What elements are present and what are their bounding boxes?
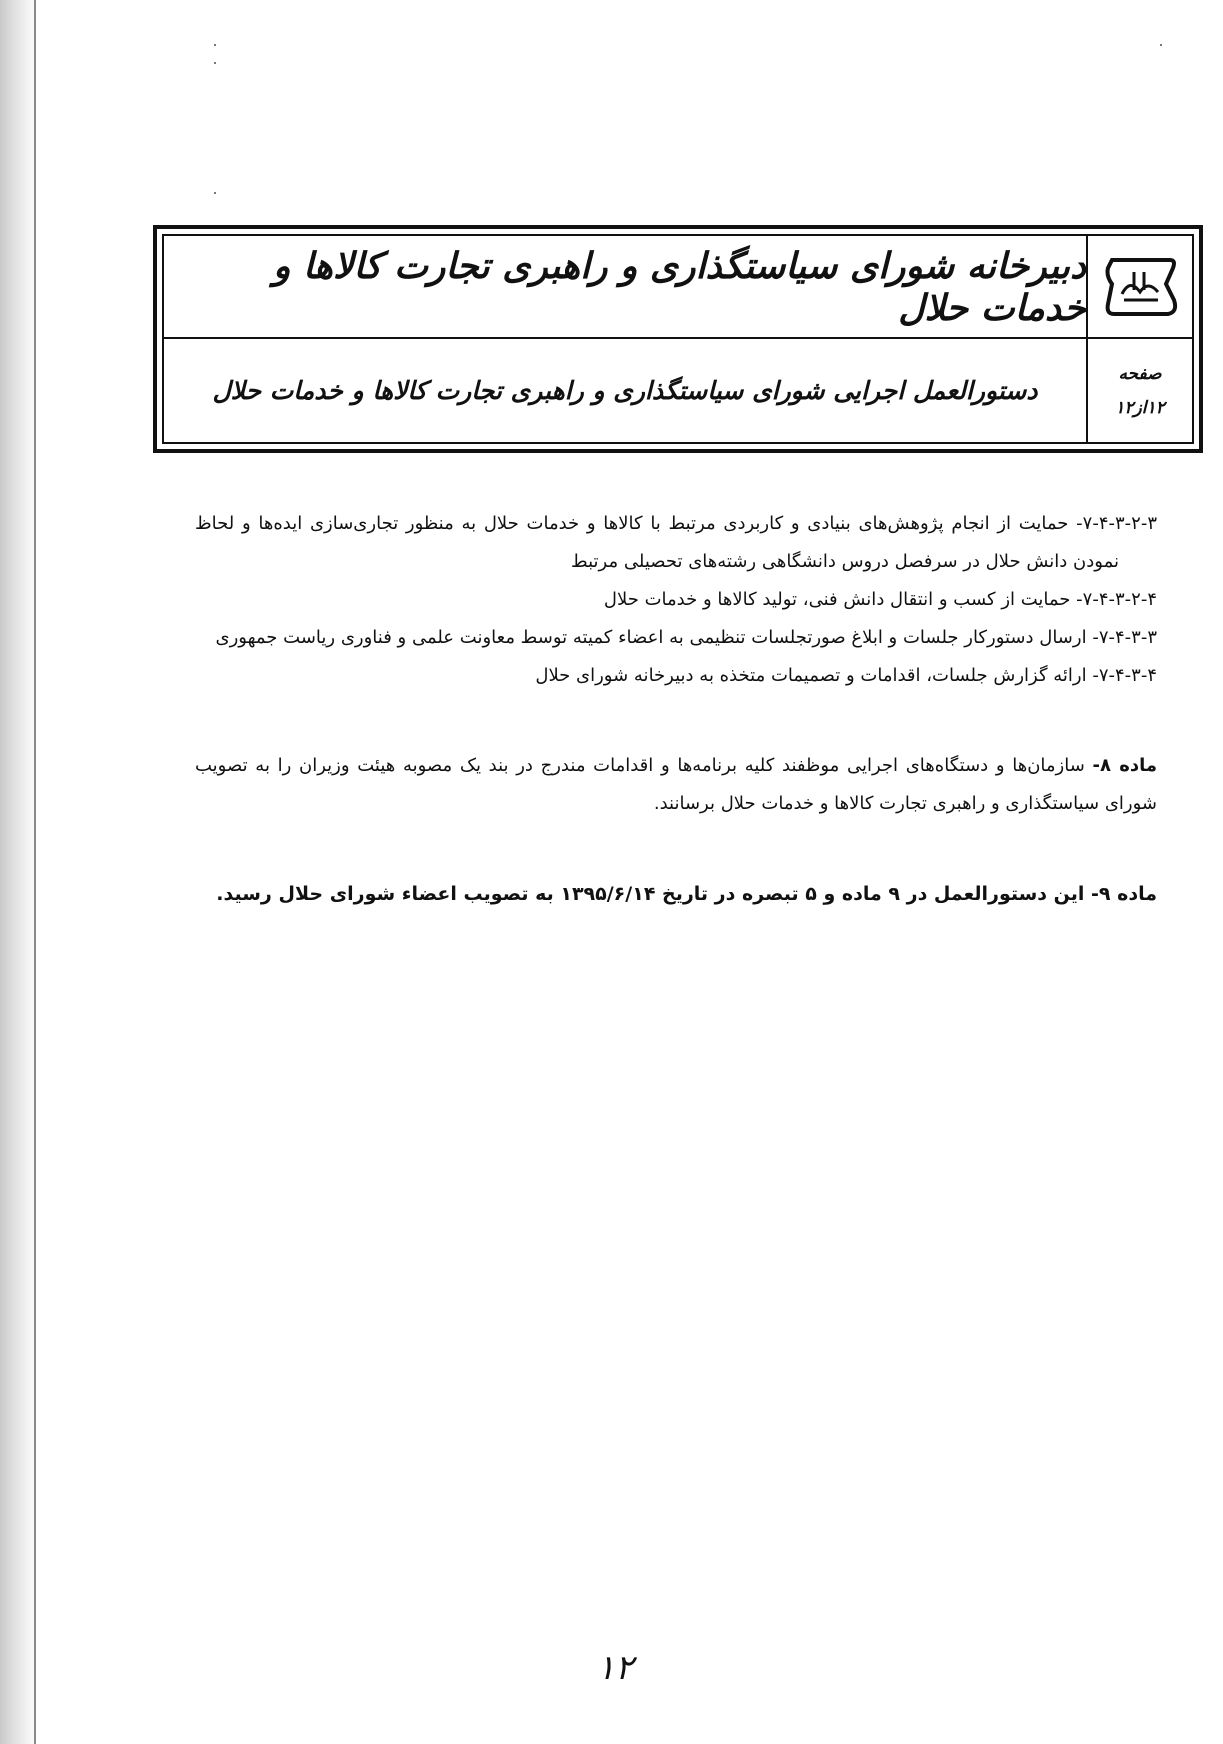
item-number: ۷-۴-۳-۲-۴-	[1076, 589, 1157, 610]
document-body	[195, 505, 1157, 913]
item-text: حمایت از انجام پژوهش‌های بنیادی و کاربردی مرتبط با کالاها و خدمات حلال به منظور تجاری‌سازی ایده‌ها و لحاظ نمودن دانش حلال در سرفصل دروس دانشگاهی رشته‌های تحصیلی مرتبط	[195, 513, 1119, 572]
scan-speck	[1160, 44, 1162, 46]
list-item	[195, 581, 1157, 619]
halal-seal-icon	[1100, 254, 1180, 320]
list-item	[195, 657, 1157, 695]
document-header	[153, 225, 1203, 453]
scan-speck	[214, 192, 216, 194]
header-page-label: صفحه	[1118, 363, 1162, 384]
header-subtitle: دستورالعمل اجرایی شورای سیاستگذاری و راهبری تجارت کالاها و خدمات حلال	[212, 376, 1038, 405]
article-8	[195, 747, 1157, 823]
item-number: ۷-۴-۳-۴-	[1092, 665, 1157, 686]
scan-speck	[214, 44, 216, 46]
header-logo-cell	[1088, 236, 1192, 339]
scan-binding-edge	[0, 0, 38, 1744]
header-page-ref: ۱۲از۱۲	[1115, 397, 1165, 418]
header-subtitle-cell	[164, 339, 1088, 442]
article-8-label: ماده ۸-	[1092, 755, 1157, 776]
header-title: دبیرخانه شورای سیاستگذاری و راهبری تجارت کالاها و خدمات حلال	[273, 244, 1086, 329]
item-text: ارسال دستورکار جلسات و ابلاغ صورتجلسات تنظیمی به اعضاء کمیته توسط معاونت علمی و فناوری ریاست جمهوری	[215, 627, 1087, 648]
item-number: ۷-۴-۳-۲-۳-	[1076, 513, 1157, 534]
page-number: ۱۲	[596, 1648, 634, 1688]
list-item	[195, 619, 1157, 657]
list-item	[195, 505, 1157, 581]
item-text: حمایت از کسب و انتقال دانش فنی، تولید کالاها و خدمات حلال	[603, 589, 1071, 610]
item-text: ارائه گزارش جلسات، اقدامات و تصمیمات متخذه به دبیرخانه شورای حلال	[535, 665, 1087, 686]
header-page-cell	[1088, 339, 1192, 442]
article-9: ماده ۹- این دستورالعمل در ۹ ماده و ۵ تبصره در تاریخ ۱۳۹۵/۶/۱۴ به تصویب اعضاء شورای حلال رسید.	[216, 883, 1157, 905]
header-table	[162, 234, 1194, 444]
scan-binding-line	[34, 0, 36, 1744]
header-title-cell	[164, 236, 1088, 339]
scan-speck	[214, 62, 216, 64]
article-8-text: سازمان‌ها و دستگاه‌های اجرایی موظفند کلیه برنامه‌ها و اقدامات مندرج در بند یک مصوبه هیئت وزیران را به تصویب شورای سیاستگذاری و راهبری تجارت کالاها و خدمات حلال برسانند.	[195, 755, 1157, 814]
item-number: ۷-۴-۳-۳-	[1092, 627, 1157, 648]
